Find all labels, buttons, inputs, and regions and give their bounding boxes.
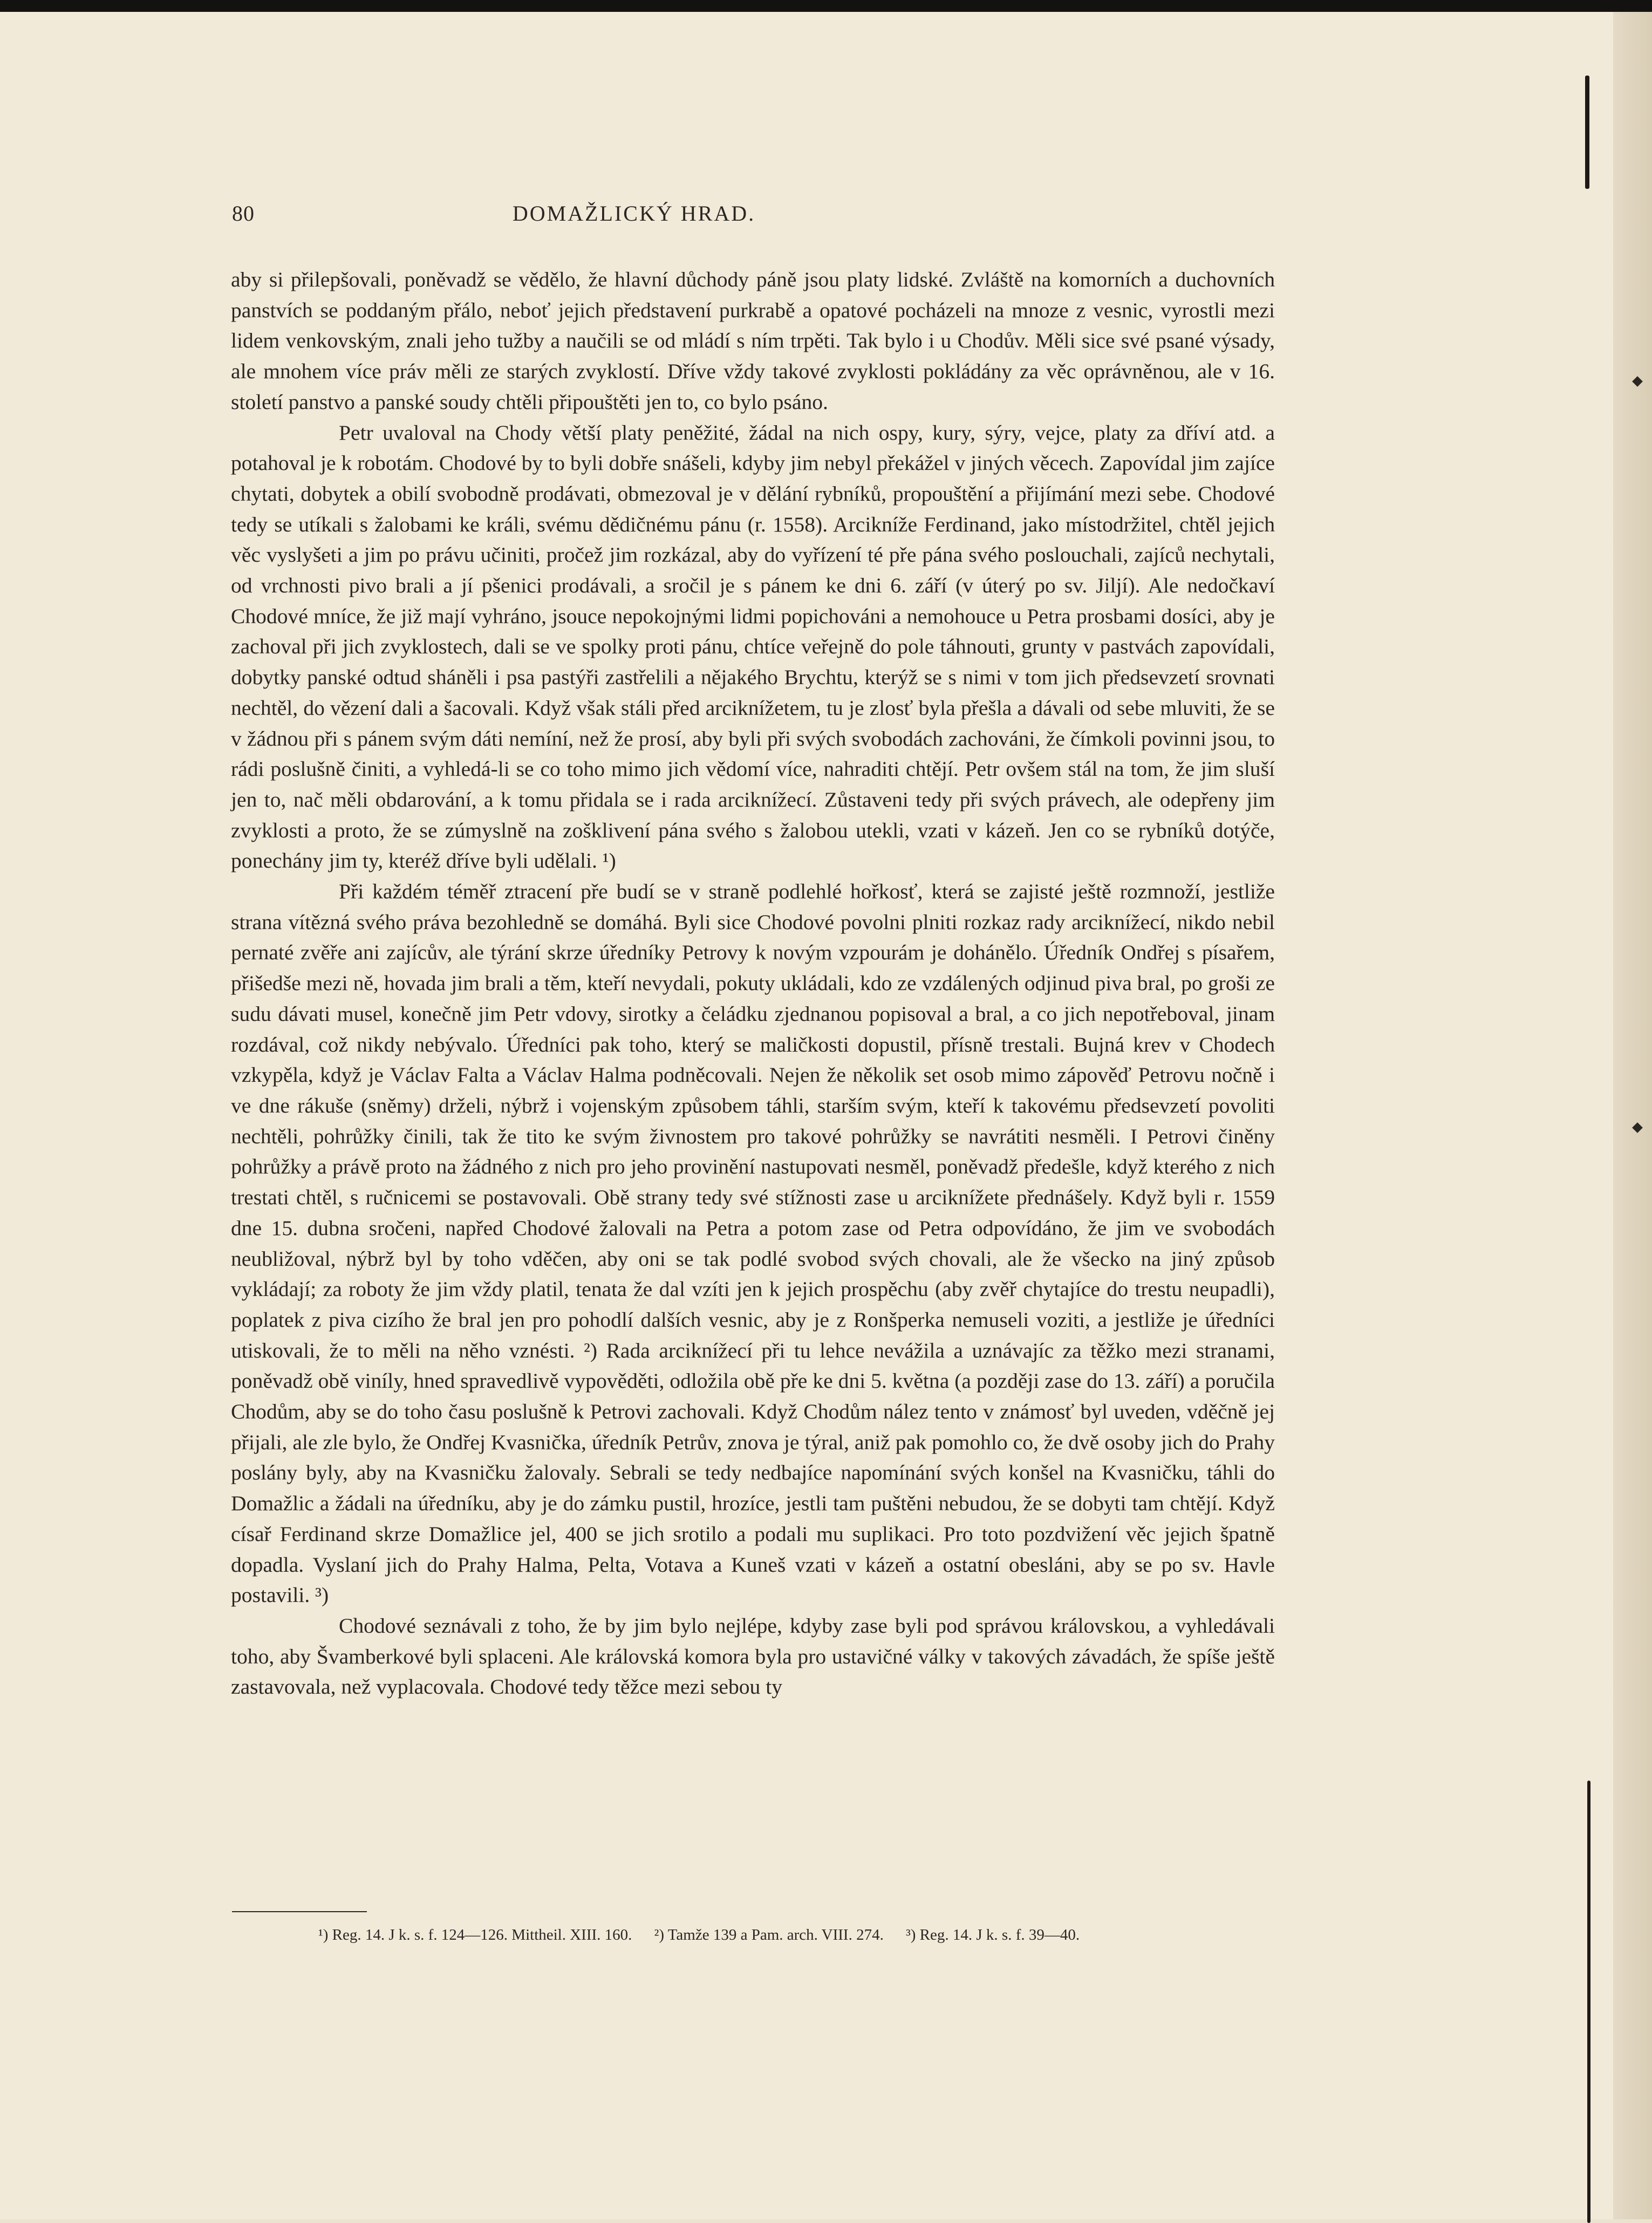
binding-mark: [1585, 76, 1589, 189]
binding-mark: [1587, 1781, 1590, 2223]
footnote: ¹) Reg. 14. J k. s. f. 124—126. Mittheil. XIII. 160.: [318, 1926, 632, 1944]
running-head: [232, 201, 971, 233]
paragraph: Petr uvaloval na Chody větší platy peněžité, žádal na nich ospy, kury, sýry, vejce, platy za dříví atd. a potahoval je k robotám. Chodové by to byli dobře snášeli, kdyby jim nebyl překážel v jiných věcech. Zapovídal jim zajíce chytati, dobytek a obilí svobodně prodávati, obmezoval je v dělání rybníků, propouštění a přijímání mezi sebe. Chodové tedy se utíkali s žalobami ke králi, svému dědičnému pánu (r. 1558). Arcikníže Ferdinand, jako místodržitel, chtěl jejich věc vyslyšeti a jim po právu učiniti, pročež jim rozkázal, aby do vyřízení té pře pána svého poslouchali, zajíců nechytali, od vrchnosti pivo brali a jí pšenici prodávali, a sročil je s pánem ke dni 6. září (v úterý po sv. Jiljí). Ale nedočkaví Chodové mníce, že již mají vyhráno, jsouce nepokojnými lidmi popichováni a nemohouce u Petra prosbami dosíci, aby je zachoval při jich zvyklostech, dali se ve spolky proti pánu, chtíce veřejně do pole táhnouti, grunty v pastvách zapovídali, dobytky panské odtud sháněli i psa pastýři zastřelili a nějakého Brychtu, kterýž se s nimi v tom jich předsevzetí srovnati nechtěl, do vězení dali a šacovali. Když však stáli před arciknížetem, tu je zlosť byla přešla a dávali od sebe mluviti, že se v žádnou při s pánem svým dáti nemíní, než že prosí, aby byli při svých svobodách zachováni, že čímkoli povinni jsou, to rádi poslušně činiti, a vyhledá-li se co toho mimo jich vědomí více, nahraditi chtějí. Petr ovšem stál na tom, že jim sluší jen to, nač měli obdarování, a k tomu přidala se i rada arciknížecí. Zůstaveni tedy při svých právech, ale odepřeny jim zvyklosti a proto, že se zúmyslně na zošklivení pána svého s žalobou utekli, vzati v kázeň. Jen co se rybníků dotýče, ponechány jim ty, kteréž dříve byli udělali. ¹): [231, 420, 1275, 873]
paragraph: Při každém téměř ztracení pře budí se v straně podlehlé hořkosť, která se zajisté ještě rozmnoží, jestliže strana vítězná svého práva bezohledně se domáhá. Byli sice Chodové povolni plniti rozkaz rady arciknížecí, nikdo nebil pernaté zvěře ani zajícův, ale týrání skrze úředníky Petrovy k novým vzpourám je dohánělo. Úředník Ondřej s písařem, přišedše mezi ně, hovada jim brali a těm, kteří nevydali, pokuty ukládali, kdo ze vzdálených odjinud piva bral, po groši ze sudu dávati musel, konečně jim Petr vdovy, sirotky a čeládku zjednanou popisoval a bral, a co jich nepotřeboval, jinam rozdával, což nikdy nebývalo. Úředníci pak toho, který se maličkosti dopustil, přísně trestali. Bujná krev v Chodech vzkypěla, když je Václav Falta a Václav Halma podněcovali. Nejen že několik set osob mimo zápověď Petrovu nočně i ve dne rákuše (sněmy) drželi, nýbrž i vojenským způsobem táhli, starším svým, kteří k takovému předsevzetí povoliti nechtěli, pohrůžky činili, tak že tito ke svým živnostem pro takové pohrůžky se navrátiti nesměli. I Petrovi činěny pohrůžky a právě proto na žádného z nich pro jeho provinění nastupovati nesměl, poněvadž předešle, když kterého z nich trestati chtěl, s ručnicemi se postavovali. Obě strany tedy své stížnosti zase u arciknížete přednášely. Když byli r. 1559 dne 15. dubna sročeni, napřed Chodové žalovali na Petra a potom zase od Petra odpovídáno, že jim ve svobodách neubližoval, nýbrž byl by toho vděčen, aby oni se tak podlé svobod svých chovali, ale že všecko na jiný způsob vykládají; za roboty že jim vždy platil, tenata že dal vzíti jen k jejich prospěchu (aby zvěř chytajíce do trestu neupadli), poplatek z piva cizího že bral jen pro pohodlí dalších vesnic, aby je z Ronšperka nemuseli voziti, a jestliže je úředníci utiskovali, že to měli na něho vznésti. ²) Rada arciknížecí při tu lehce nevážila a uznávajíc za těžko mezi stranami, poněvadž obě viníly, hned spravedlivě vypověděti, odložila obě pře ke dni 5. května (a později zase do 13. září) a poručila Chodům, aby se do toho času poslušně k Petrovi zachovali. Když Chodům nález tento v známosť byl uveden, vděčně jej přijali, ale zle bylo, že Ondřej Kvasnička, úředník Petrův, znova je týral, aniž pak pomohlo co, že dvě osoby jich do Prahy poslány byly, aby na Kvasničku žalovaly. Sebrali se tedy nedbajíce napomínání svých konšel na Kvasničku, táhli do Domažlic a žádali na úředníku, aby je do zámku pustil, hrozíce, jestli tam puštěni nebudou, že se dobyti tam chtějí. Když císař Ferdinand skrze Domažlice jel, 400 se jich srotilo a podali mu suplikaci. Pro toto pozdvižení věc jejich špatně dopadla. Vyslaní jich do Prahy Halma, Pelta, Votava a Kuneš vzati v kázeň a ostatní obesláni, aby se po sv. Havle postavili. ³): [231, 879, 1275, 1607]
chapter-title: DOMAŽLICKÝ HRAD.: [512, 201, 756, 226]
body-text: [231, 264, 1275, 1702]
paragraph: Chodové seznávali z toho, že by jim bylo nejlépe, kdyby zase byli pod správou královskou, a vyhledávali toho, aby Švamberkové byli splaceni. Ale královská komora byla pro ustavičné války v takových závadách, že spíše ještě zastavovala, než vyplacovala. Chodové tedy těžce mezi sebou ty: [231, 1613, 1275, 1699]
page-number: 80: [232, 201, 255, 226]
paragraph: aby si přilepšovali, poněvadž se vědělo, že hlavní důchody páně jsou platy lidské. Zvláště na komorních a duchovních panstvích se poddaným přálo, neboť jejich představení purkrabě a opatové pocházeli na mnoze z vesnic, vyrostli mezi lidem venkovským, znali jeho tužby a naučili se od mládí s ním trpěti. Tak bylo i u Chodův. Měli sice své psané výsady, ale mnohem více práv měli ze starých zvyklostí. Dříve vždy takové zvyklosti pokládány za věc oprávněnou, ale v 16. století panstvo a panské soudy chtěli připouštěti jen to, co bylo psáno.: [231, 268, 1275, 414]
footnote-rule: [232, 1911, 367, 1912]
footnote: ²) Tamže 139 a Pam. arch. VIII. 274.: [654, 1926, 884, 1944]
footnote: ³) Reg. 14. J k. s. f. 39—40.: [906, 1926, 1080, 1944]
footnotes: [318, 1924, 1300, 1946]
scan-border: [0, 0, 1652, 12]
page-gutter: [1613, 12, 1652, 2219]
